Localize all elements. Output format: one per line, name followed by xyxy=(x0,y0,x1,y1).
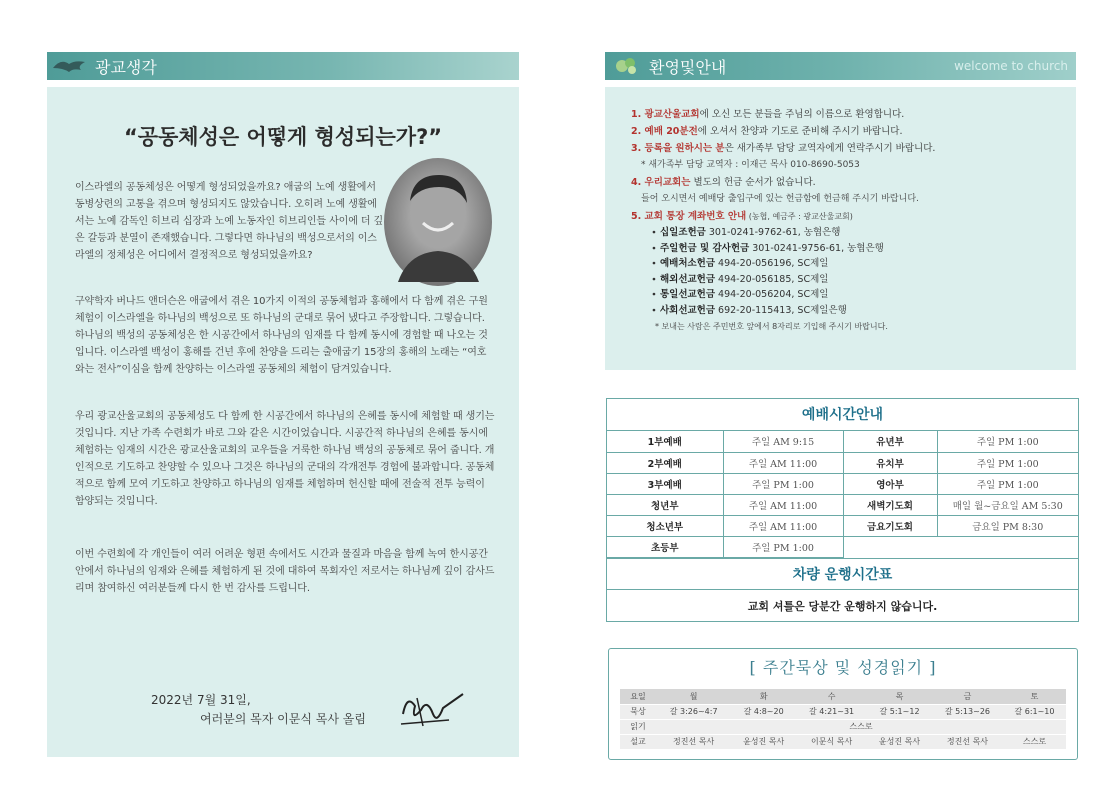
welcome-item-2: 2. 예배 20분전에 오셔서 찬양과 기도로 준비해 주시기 바랍니다. xyxy=(631,126,903,137)
table-row: 초등부 주일 PM 1:00 xyxy=(607,536,1078,557)
article-title: “공동체성은 어떻게 형성되는가?” xyxy=(123,125,443,149)
account-item: ∙ 통일선교헌금 494-20-056204, SC제일 xyxy=(651,289,829,300)
right-header-title: 환영및안내 xyxy=(649,57,727,77)
welcome-item-5: 5. 교회 통장 계좌번호 안내 (농협, 예금주 : 광교산울교회) xyxy=(631,211,853,222)
worship-title: 예배시간안내 xyxy=(607,399,1078,431)
table-row: 1부예배 주일 AM 9:15 유년부 주일 PM 1:00 xyxy=(607,431,1078,452)
table-row: 3부예배 주일 PM 1:00 영아부 주일 PM 1:00 xyxy=(607,473,1078,494)
welcome-info-box xyxy=(605,87,1076,370)
pastor-portrait xyxy=(383,157,493,287)
flower-icon xyxy=(605,52,649,80)
right-section-header xyxy=(605,52,1076,80)
table-row: 읽기 스스로 xyxy=(620,719,1066,734)
welcome-item-3-note: * 새가족부 담당 교역자 : 이재근 목사 010-8690-5053 xyxy=(641,160,860,170)
table-row: 청소년부 주일 AM 11:00 금요기도회 금요일 PM 8:30 xyxy=(607,515,1078,536)
welcome-item-3: 3. 등록을 원하시는 분은 새가족부 담당 교역자에게 연락주시기 바랍니다. xyxy=(631,143,936,154)
account-item: ∙ 예배처소헌금 494-20-056196, SC제일 xyxy=(651,258,829,269)
letter-signoff: 여러분의 목자 이문식 목사 올림 xyxy=(200,712,366,726)
letter-date: 2022년 7월 31일, xyxy=(151,693,251,707)
right-header-subtitle: welcome to church xyxy=(954,59,1068,73)
left-section-header xyxy=(47,52,519,80)
left-header-title: 광교생각 xyxy=(95,57,157,77)
bus-schedule-title: 차량 운행시간표 xyxy=(607,558,1078,590)
account-item: ∙ 십일조헌금 301-0241-9762-61, 농협은행 xyxy=(651,227,841,238)
table-row: 청년부 주일 AM 11:00 새벽기도회 매일 월~금요일 AM 5:30 xyxy=(607,494,1078,515)
paragraph-3: 우리 광교산울교회의 공동체성도 다 함께 한 시공간에서 하나님의 은혜를 동시에 체험할 때 생기는 것입니다. 지난 가족 수련회가 바로 그와 같은 시간이었습니다. 시공간적 하나님의 은혜를 동시에 체험하는 임재의 시간은 광교산울교회의 교우들을 거룩한 하나님 백성의 공동체로 묶어 줍니다. 개인적으로 기도하고 찬양할 수 있으나 그것은 하나님의 군대의 각개전투 경험에 불과합니다. 공동체적으로 함께 모여 기도하고 찬양하고 하나님의 임재를 체험하며 헌신할 때에 전술적 전투 능력이 함양되는 것입니다. xyxy=(75,411,495,507)
reading-table xyxy=(620,689,1066,750)
table-row: 설교 정진선 목사 윤성진 목사 이문식 목사 윤성진 목사 정진선 목사 스스로 xyxy=(620,734,1066,749)
welcome-item-4-note: 들어 오시면서 예배당 출입구에 있는 헌금함에 헌금해 주시기 바랍니다. xyxy=(641,194,919,204)
account-item: ∙ 사회선교헌금 692-20-115413, SC제일은행 xyxy=(651,304,847,316)
weekly-reading-box xyxy=(608,648,1078,760)
paragraph-2: 구약학자 버나드 앤더슨은 애굽에서 겪은 10가지 이적의 공동체험과 홍해에서 다 함께 겪은 구원체험이 이스라엘을 하나님의 백성으로 또 하나님의 군대로 묶어 냈다고 주장합니다. 그렇습니다. 하나님의 백성의 공동체성은 한 시공간에서 하나님의 임재를 다 함께 동시에 경험할 때 나오는 것입니다. 이스라엘 백성이 홍해를 건넌 후에 찬양을 드리는 출애굽기 15장의 홍해의 노래는 “여호와는 전사”이심을 함께 찬양하는 이스라엘 공동체의 체험이 담겨있습니다. xyxy=(75,296,488,375)
table-row: 요일 월 화 수 목 금 토 xyxy=(620,689,1066,704)
account-note: * 보내는 사람은 주민번호 앞에서 8자리로 기입해 주시기 바랍니다. xyxy=(655,322,888,331)
bus-schedule-note: 교회 셔틀은 당분간 운행하지 않습니다. xyxy=(747,599,938,613)
bird-icon xyxy=(47,52,95,80)
table-row: 묵상 갈 3:26~4:7 갈 4:8~20 갈 4:21~31 갈 5:1~12 갈 5:13~26 갈 6:1~10 xyxy=(620,704,1066,719)
welcome-item-4: 4. 우리교회는 별도의 헌금 순서가 없습니다. xyxy=(631,177,816,188)
account-item: ∙ 해외선교헌금 494-20-056185, SC제일 xyxy=(651,273,829,285)
table-row: 2부예배 주일 AM 11:00 유치부 주일 PM 1:00 xyxy=(607,452,1078,473)
account-item: ∙ 주일헌금 및 감사헌금 301-0241-9756-61, 농협은행 xyxy=(651,242,884,254)
worship-table xyxy=(607,431,1078,558)
signature-image xyxy=(397,684,467,732)
reading-title: [ 주간묵상 및 성경읽기 ] xyxy=(749,658,937,677)
welcome-item-1: 1. 광교산울교회에 오신 모든 분들을 주님의 이름으로 환영합니다. xyxy=(631,109,905,120)
worship-schedule xyxy=(606,398,1079,622)
paragraph-1: 이스라엘의 공동체성은 어떻게 형성되었을까요? 애굽의 노예 생활에서 동병상련의 고통을 겪으며 형성되지도 않았습니다. 오히려 노예 생활에서는 노예 감독인 히브리 십장과 노예 노동자인 히브리인들 사이에 더 깊은 갈등과 분열이 존재했습니다. 그렇다면 하나님의 백성으로서의 이스라엘의 정체성은 어디에서 결정적으로 형성되었을까요? xyxy=(75,182,384,261)
paragraph-4: 이번 수련회에 각 개인들이 여러 어려운 형편 속에서도 시간과 물질과 마음을 함께 녹여 한시공간 안에서 하나님의 임재와 은혜를 체험하게 된 것에 대하여 목회자인 저로서는 하나님께 깊이 감사드리며 참여하신 여러분들께 다시 한 번 감사를 드립니다. xyxy=(75,549,495,594)
pastor-column xyxy=(47,87,519,757)
